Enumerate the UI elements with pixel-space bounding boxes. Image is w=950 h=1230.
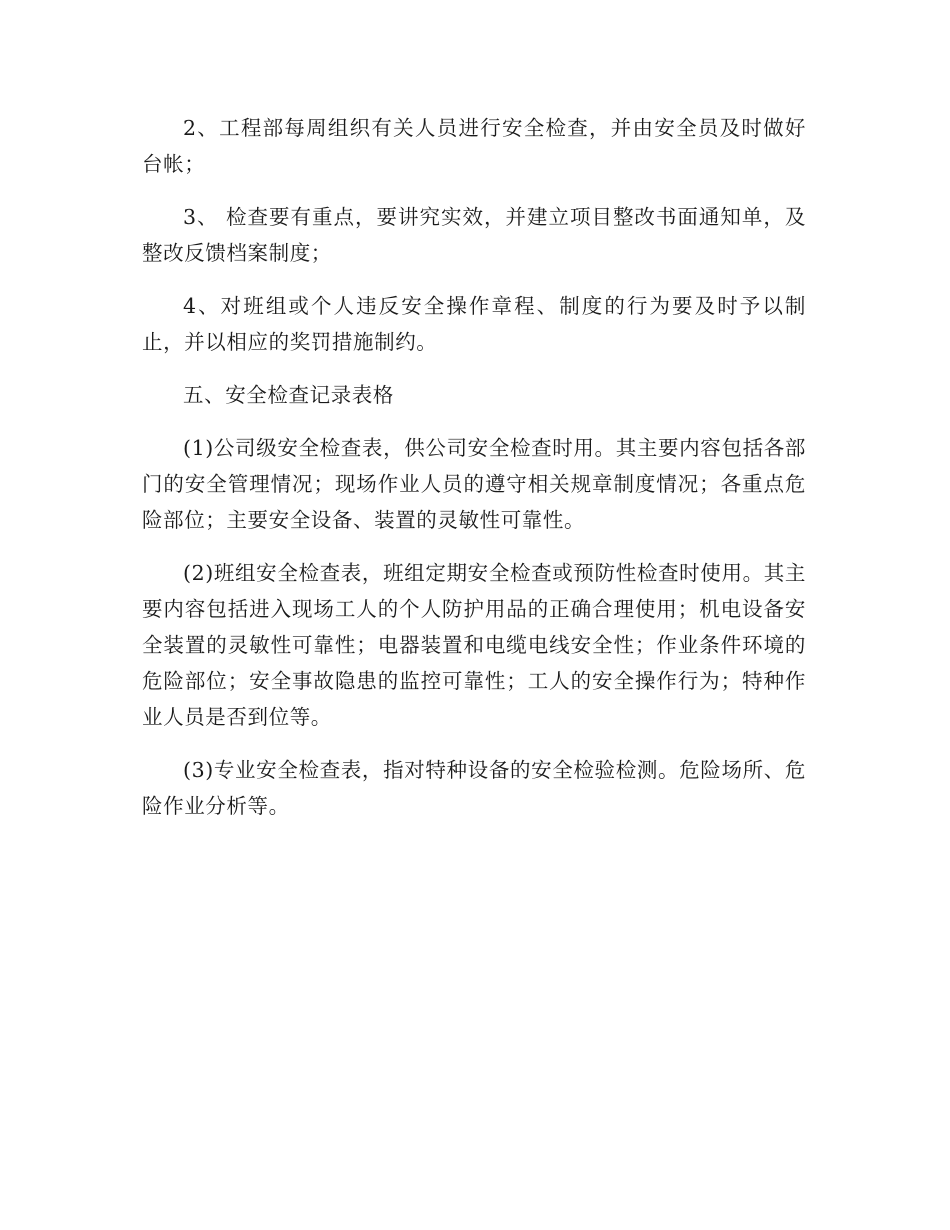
paragraph-form-3: (3)专业安全检查表，指对特种设备的安全检验检测。危险场所、危险作业分析等。	[142, 758, 806, 818]
paragraph-form-2: (2)班组安全检查表，班组定期安全检查或预防性检查时使用。其主要内容包括进入现场工人的个人防护用品的正确合理使用；机电设备安全装置的灵敏性可靠性；电器装置和电缆电线安全性；作业条件环境的危险部位；安全事故隐患的监控可靠性；工人的安全操作行为；特种作业人员是否到位等。	[142, 561, 806, 729]
section-heading: 五、安全检查记录表格	[183, 383, 394, 407]
paragraph-item-2: 2、工程部每周组织有关人员进行安全检查，并由安全员及时做好台帐；	[142, 116, 806, 176]
paragraph-item-4: 4、对班组或个人违反安全操作章程、制度的行为要及时予以制止，并以相应的奖罚措施制约。	[142, 294, 806, 354]
document-body	[142, 110, 806, 841]
paragraph-item-3: 3、 检查要有重点，要讲究实效，并建立项目整改书面通知单，及整改反馈档案制度；	[142, 205, 806, 265]
paragraph-form-1: (1)公司级安全检查表，供公司安全检查时用。其主要内容包括各部门的安全管理情况；现场作业人员的遵守相关规章制度情况；各重点危险部位；主要安全设备、装置的灵敏性可靠性。	[142, 436, 806, 532]
